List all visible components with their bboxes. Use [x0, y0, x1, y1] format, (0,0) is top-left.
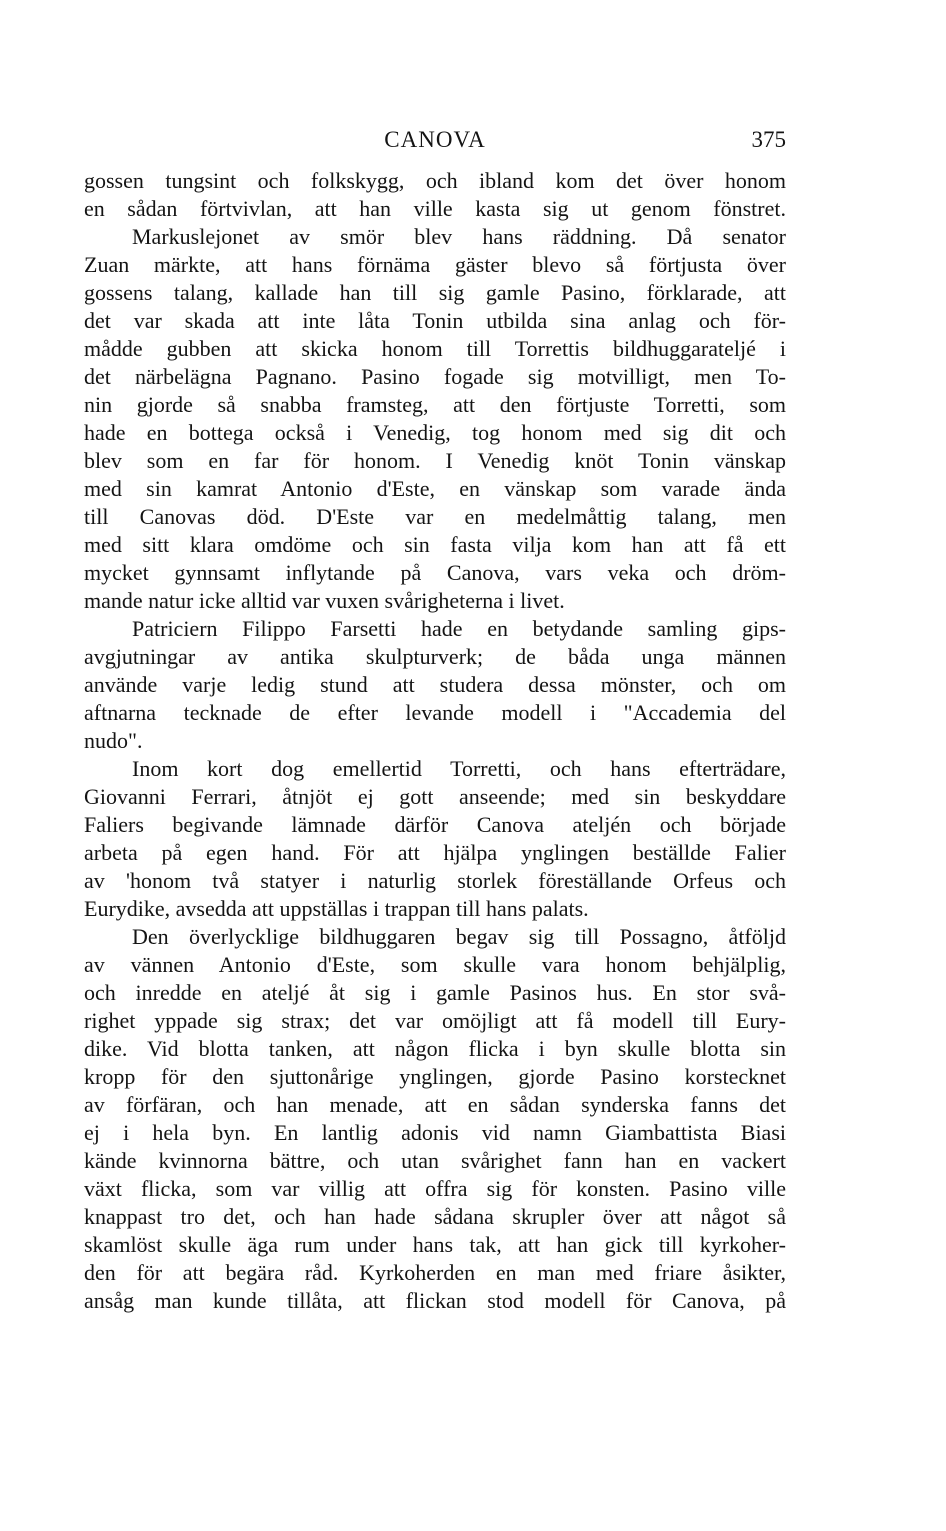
text-line: kropp för den sjuttonårige ynglingen, gjorde Pasino korstecknet	[84, 1064, 786, 1089]
text-line: hade en bottega också i Venedig, tog honom med sig dit och	[84, 420, 786, 445]
text-line: dike. Vid blotta tanken, att någon flicka i byn skulle blotta sin	[84, 1036, 786, 1061]
page-title: CANOVA	[384, 127, 486, 152]
text-line: mande natur icke alltid var vuxen svårigheterna i livet.	[84, 588, 565, 613]
text-line: Den överlycklige bildhuggaren begav sig till Possagno, åtföljd	[132, 924, 786, 949]
text-line: växt flicka, som var villig att offra sig för konsten. Pasino ville	[84, 1176, 786, 1201]
text-line: med sin kamrat Antonio d'Este, en vänskap som varade ända	[84, 476, 786, 501]
text-line: ej i hela byn. En lantlig adonis vid namn Giambattista Biasi	[84, 1120, 786, 1145]
text-line: Faliers begivande lämnade därför Canova ateljén och började	[84, 812, 786, 837]
text-line: till Canovas död. D'Este var en medelmåttig talang, men	[84, 504, 786, 529]
body-text	[84, 167, 786, 1315]
text-line: kände kvinnorna bättre, och utan svårighet fann han en vackert	[84, 1148, 786, 1173]
text-line: Eurydike, avsedda att uppställas i trappan till hans palats.	[84, 896, 589, 921]
text-line: ansåg man kunde tillåta, att flickan stod modell för Canova, på	[84, 1288, 786, 1313]
page-number: 375	[751, 127, 786, 152]
text-line: den för att begära råd. Kyrkoherden en man med friare åsikter,	[84, 1260, 786, 1285]
text-line: använde varje ledig stund att studera dessa mönster, och om	[84, 672, 786, 697]
text-line: Markuslejonet av smör blev hans räddning. Då senator	[132, 224, 786, 249]
text-line: avgjutningar av antika skulpturverk; de båda unga männen	[84, 644, 786, 669]
text-line: nudo".	[84, 728, 143, 753]
text-line: Giovanni Ferrari, åtnjöt ej gott anseende; med sin beskyddare	[84, 784, 786, 809]
running-head	[84, 124, 786, 156]
text-line: righet yppade sig strax; det var omöjligt att få modell till Eury-	[84, 1008, 786, 1033]
text-line: gossens talang, kallade han till sig gamle Pasino, förklarade, att	[84, 280, 786, 305]
text-line: av vännen Antonio d'Este, som skulle vara honom behjälplig,	[84, 952, 786, 977]
text-line: med sitt klara omdöme och sin fasta vilja kom han att få ett	[84, 532, 786, 557]
text-line: det var skada att inte låta Tonin utbilda sina anlag och för-	[84, 308, 786, 333]
text-line: nin gjorde så snabba framsteg, att den förtjuste Torretti, som	[84, 392, 786, 417]
text-line: av 'honom två statyer i naturlig storlek föreställande Orfeus och	[84, 868, 786, 893]
text-line: en sådan förtvivlan, att han ville kasta sig ut genom fönstret.	[84, 196, 786, 221]
text-line: arbeta på egen hand. För att hjälpa ynglingen beställde Falier	[84, 840, 786, 865]
text-line: Patriciern Filippo Farsetti hade en betydande samling gips-	[132, 616, 786, 641]
text-line: blev som en far för honom. I Venedig knöt Tonin vänskap	[84, 448, 786, 473]
text-line: mycket gynnsamt inflytande på Canova, vars veka och dröm-	[84, 560, 786, 585]
text-line: Inom kort dog emellertid Torretti, och hans efterträdare,	[132, 756, 786, 781]
text-line: gossen tungsint och folkskygg, och ibland kom det över honom	[84, 168, 786, 193]
text-line: av förfäran, och han menade, att en sådan synderska fanns det	[84, 1092, 786, 1117]
text-line: det närbelägna Pagnano. Pasino fogade sig motvilligt, men To-	[84, 364, 786, 389]
text-line: skamlöst skulle äga rum under hans tak, att han gick till kyrkoher-	[84, 1232, 786, 1257]
text-line: knappast tro det, och han hade sådana skrupler över att något så	[84, 1204, 786, 1229]
text-line: aftnarna tecknade de efter levande modell i "Accademia del	[84, 700, 786, 725]
text-line: och inredde en ateljé åt sig i gamle Pasinos hus. En stor svå-	[84, 980, 786, 1005]
text-line: mådde gubben att skicka honom till Torrettis bildhuggarateljé i	[84, 336, 786, 361]
text-line: Zuan märkte, att hans förnäma gäster blevo så förtjusta över	[84, 252, 786, 277]
